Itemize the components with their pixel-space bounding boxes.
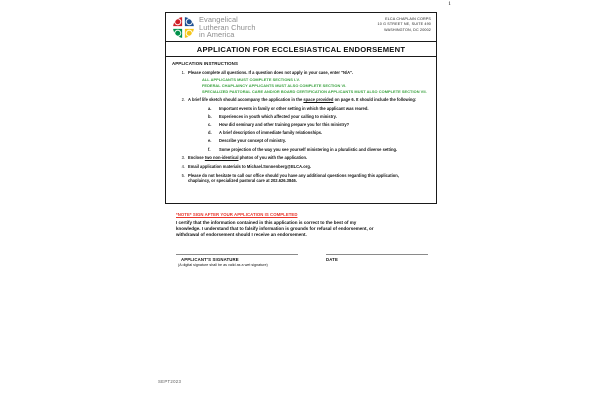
instruction-5-line-1: Please do not hesitate to call our office should you have any additional questions regarding this application, [188,172,399,178]
elca-cross-logo-icon [172,16,195,39]
form-title-band [166,42,436,57]
sign-after-completion-note: *NOTE* SIGN AFTER YOUR APPLICATION IS COMPLETED [176,212,298,217]
instruction-item-5 [172,173,430,184]
instruction-item-4 [172,164,430,170]
instruction-5-marker: 5. [181,172,185,178]
instruction-3-marker: 3. [181,155,185,161]
sub-item-b [208,114,430,119]
date-label: DATE [326,256,338,262]
address-line-1: ELCA CHAPLAIN CORPS [385,17,431,21]
sub-item-f-marker: f. [208,146,211,152]
sub-item-e-text: Describe your concept of ministry. [219,138,287,144]
sub-item-e-marker: e. [208,138,212,144]
requirement-note-2: FEDERAL CHAPLAINCY APPLICANTS MUST ALSO COMPLETE SECTION VI. [202,83,347,89]
page-title: APPLICATION FOR ECCLESIASTICAL ENDORSEMENT [196,44,406,54]
sub-item-f-text: Some projection of the way you see yourself ministering in a pluralistic and diverse setting. [219,146,398,152]
sub-item-c-marker: c. [208,122,212,128]
instruction-3-text-after: photos of you with the application. [238,155,308,161]
sub-item-c-text: How did seminary and other training prepare you for this ministry? [219,122,350,128]
instruction-1-text: Please complete all questions. If a question does not apply in your case, enter "N/A". [188,69,354,75]
certification-block [176,212,426,238]
instructions-heading: APPLICATION INSTRUCTIONS [172,61,238,66]
page-number: 1 [448,1,451,7]
sub-item-c [208,122,430,127]
requirement-note-1: ALL APPLICANTS MUST COMPLETE SECTIONS I-V. [202,77,300,83]
digital-signature-note: (A digital signature shall be as valid as a wet signature) [178,262,268,267]
instruction-4-marker: 4. [181,164,185,170]
applicant-signature-label: APPLICANT'S SIGNATURE [181,256,239,262]
sub-item-b-marker: b. [208,113,212,119]
instruction-2-link-space-provided[interactable]: space provided [303,97,334,103]
life-sketch-sub-items [188,106,430,152]
instruction-item-1 [172,70,430,95]
signature-block [176,254,428,280]
instruction-2-marker: 2. [181,97,185,103]
sub-item-b-text: Experiences in youth which affected your calling to ministry. [219,113,337,119]
instructions-section [166,57,436,184]
instruction-3-text-before: Enclose [188,155,205,161]
sub-item-a [208,106,430,111]
brand-line-3: in America [199,30,235,40]
certification-line-2: knowledge. I understand that to falsify information is grounds for refusal of endorsement, or [176,225,374,231]
sub-item-a-marker: a. [208,105,212,111]
sub-item-d-marker: d. [208,130,212,136]
document-header [166,13,436,42]
certification-line-1: I certify that the information contained in this application is correct to the best of my [176,219,357,225]
instruction-2-text-after: on page 6. It should include the following: [333,97,417,103]
address-line-2: 10 G STREET NE, SUITE 490 [377,22,431,27]
date-line[interactable] [326,254,428,255]
instruction-5-line-2: chaplaincy, or specialized pastoral care at 202.626.3846. [188,178,297,184]
footer-revision-stamp: SEPT2023 [158,379,182,384]
address-line-3: WASHINGTON, DC 20002 [384,27,431,32]
sub-item-e [208,138,430,143]
requirement-note-3: SPECIALIZED PASTORAL CARE AND/OR BOARD CERTIFICATION APPLICANTS MUST ALSO COMPLETE SECTION VII. [202,88,427,94]
sub-item-d-text: A brief description of immediate family relationships. [219,130,323,136]
sub-item-d [208,130,430,135]
brand-line-1: Evangelical [199,15,238,24]
brand-line-2: Lutheran Church [199,22,256,32]
applicant-signature-line[interactable] [176,254,298,255]
instruction-item-2 [172,97,430,152]
instruction-item-3 [172,155,430,161]
certification-statement [176,220,426,239]
instruction-1-marker: 1. [181,69,185,75]
sub-item-a-text: Important events in family or other setting in which the applicant was reared. [219,105,369,111]
instruction-3-emphasis: two non-identical [204,155,239,161]
instruction-4-text: Email application materials to Michael.Sonnenberg@ELCA.org. [188,164,311,170]
section-requirements-list [188,77,430,94]
instruction-2-text-before: A brief life sketch should accompany the application in the [188,97,304,103]
certification-line-3: withdrawal of endorsement should I receive an endorsement. [176,232,307,238]
form-container [165,12,437,204]
office-address [378,17,431,33]
brand-name [199,16,256,39]
sub-item-f [208,147,430,152]
